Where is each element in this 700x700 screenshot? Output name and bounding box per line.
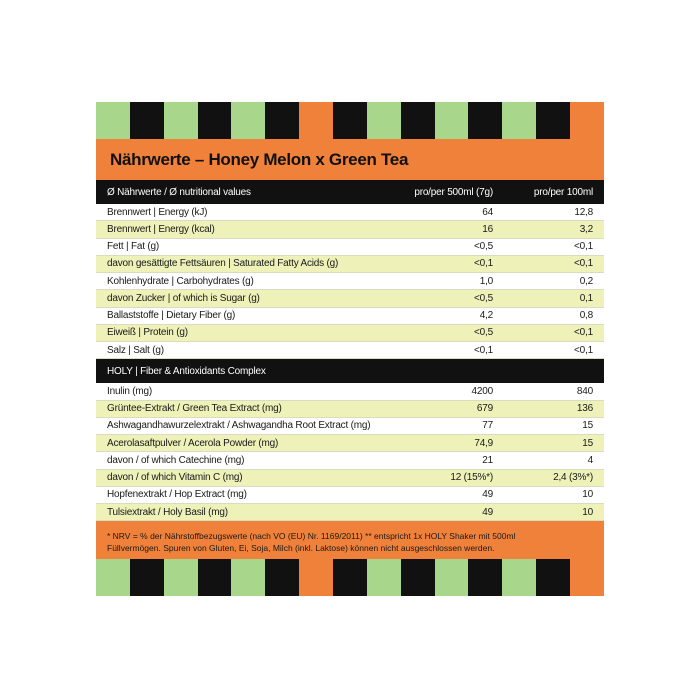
row-value-500ml: 4,2: [479, 310, 493, 322]
row-value-100ml: 10: [582, 506, 593, 518]
row-value-100ml: 15: [582, 420, 593, 432]
table-row: [96, 470, 604, 487]
row-value-100ml: 136: [576, 403, 593, 415]
checker-square: [130, 559, 164, 596]
header-col-100ml: pro/per 100ml: [533, 186, 593, 198]
table-row: [96, 504, 604, 521]
section-label: HOLY | Fiber & Antioxidants Complex: [107, 365, 266, 377]
table-row: [96, 256, 604, 273]
checker-square: [401, 559, 435, 596]
row-label: Inulin (mg): [107, 385, 153, 397]
checker-square: [570, 102, 604, 139]
label-title: Nährwerte – Honey Melon x Green Tea: [110, 149, 409, 169]
row-value-500ml: <0,1: [474, 344, 493, 356]
row-value-100ml: 12,8: [574, 206, 593, 218]
row-value-100ml: <0,1: [574, 327, 593, 339]
table-row: [96, 239, 604, 256]
checker-square: [502, 559, 536, 596]
row-value-500ml: 1,0: [479, 275, 493, 287]
row-value-500ml: 21: [482, 454, 493, 466]
table-row: [96, 418, 604, 435]
row-value-500ml: <0,5: [474, 241, 493, 253]
row-value-500ml: 49: [482, 506, 493, 518]
table-row: [96, 273, 604, 290]
checker-square: [265, 559, 299, 596]
row-label: Eiweiß | Protein (g): [107, 327, 188, 339]
checker-square: [231, 559, 265, 596]
row-value-500ml: <0,5: [474, 327, 493, 339]
checker-square: [401, 102, 435, 139]
complex-rows: [96, 383, 604, 521]
row-value-500ml: 4200: [471, 385, 493, 397]
footnote-line-1: * NRV = % der Nährstoffbezugswerte (nach VO (EU) Nr. 1169/2011) ** entspricht 1x HOLY Shaker mit 500ml: [107, 531, 516, 541]
row-label: davon Zucker | of which is Sugar (g): [107, 292, 260, 304]
nutrition-table: [96, 180, 604, 521]
nutrition-rows: [96, 204, 604, 359]
row-value-100ml: <0,1: [574, 258, 593, 270]
checker-square: [164, 559, 198, 596]
checker-square: [198, 559, 232, 596]
row-label: Kohlenhydrate | Carbohydrates (g): [107, 275, 254, 287]
row-value-500ml: 16: [482, 223, 493, 235]
checker-square: [333, 102, 367, 139]
checker-square: [367, 559, 401, 596]
row-value-500ml: 49: [482, 489, 493, 501]
row-label: Hopfenextrakt / Hop Extract (mg): [107, 489, 247, 501]
checker-square: [299, 559, 333, 596]
table-row: [96, 221, 604, 238]
title-bar: [96, 139, 604, 180]
row-value-500ml: 12 (15%*): [450, 472, 493, 484]
table-row: [96, 342, 604, 359]
table-row: [96, 435, 604, 452]
footnote-line-2: Füllvermögen. Spuren von Gluten, Ei, Soja, Milch (inkl. Laktose) können nicht ausgeschlossen werden.: [107, 543, 495, 553]
checker-square: [265, 102, 299, 139]
header-label: Ø Nährwerte / Ø nutritional values: [107, 186, 251, 198]
row-value-100ml: 0,8: [579, 310, 593, 322]
table-row: [96, 325, 604, 342]
checker-square: [198, 102, 232, 139]
table-row: [96, 401, 604, 418]
row-value-100ml: 3,2: [579, 223, 593, 235]
checker-strip-bottom: [96, 559, 604, 596]
checker-square: [468, 559, 502, 596]
checker-square: [536, 102, 570, 139]
table-row: [96, 487, 604, 504]
row-value-100ml: 0,2: [579, 275, 593, 287]
row-value-500ml: <0,1: [474, 258, 493, 270]
checker-square: [231, 102, 265, 139]
footnote: [107, 530, 595, 554]
row-label: Salz | Salt (g): [107, 344, 164, 356]
row-value-100ml: 15: [582, 437, 593, 449]
checker-square: [299, 102, 333, 139]
row-label: Ballaststoffe | Dietary Fiber (g): [107, 310, 236, 322]
table-row: [96, 452, 604, 469]
table-row: [96, 308, 604, 325]
row-value-500ml: 77: [482, 420, 493, 432]
section-header: [96, 359, 604, 383]
header-col-500ml: pro/per 500ml (7g): [414, 186, 493, 198]
checker-square: [435, 559, 469, 596]
checker-square: [96, 102, 130, 139]
table-row: [96, 383, 604, 400]
checker-square: [435, 102, 469, 139]
row-value-500ml: 64: [482, 206, 493, 218]
row-label: davon / of which Vitamin C (mg): [107, 472, 243, 484]
row-value-100ml: <0,1: [574, 344, 593, 356]
checker-square: [367, 102, 401, 139]
checker-square: [96, 559, 130, 596]
checker-square: [164, 102, 198, 139]
checker-square: [502, 102, 536, 139]
row-label: davon gesättigte Fettsäuren | Saturated Fatty Acids (g): [107, 258, 339, 270]
row-value-100ml: 840: [576, 385, 593, 397]
table-row: [96, 204, 604, 221]
row-label: Grüntee-Extrakt / Green Tea Extract (mg): [107, 403, 282, 415]
table-header: [96, 180, 604, 204]
row-label: Acerolasaftpulver / Acerola Powder (mg): [107, 437, 279, 449]
row-label: Ashwagandhawurzelextrakt / Ashwagandha Root Extract (mg): [107, 420, 371, 432]
row-label: Brennwert | Energy (kJ): [107, 206, 208, 218]
row-label: Brennwert | Energy (kcal): [107, 223, 215, 235]
row-label: Fett | Fat (g): [107, 241, 160, 253]
row-value-100ml: <0,1: [574, 241, 593, 253]
row-value-100ml: 2,4 (3%*): [553, 472, 593, 484]
table-row: [96, 290, 604, 307]
row-label: davon / of which Catechine (mg): [107, 454, 245, 466]
checker-square: [536, 559, 570, 596]
row-value-100ml: 4: [587, 454, 593, 466]
row-value-500ml: <0,5: [474, 292, 493, 304]
row-value-100ml: 10: [582, 489, 593, 501]
checker-square: [333, 559, 367, 596]
checker-strip-top: [96, 102, 604, 139]
checker-square: [570, 559, 604, 596]
row-value-100ml: 0,1: [579, 292, 593, 304]
checker-square: [130, 102, 164, 139]
nutrition-label: [96, 102, 604, 596]
checker-square: [468, 102, 502, 139]
row-value-500ml: 679: [476, 403, 493, 415]
row-value-500ml: 74,9: [474, 437, 493, 449]
row-label: Tulsiextrakt / Holy Basil (mg): [107, 506, 228, 518]
